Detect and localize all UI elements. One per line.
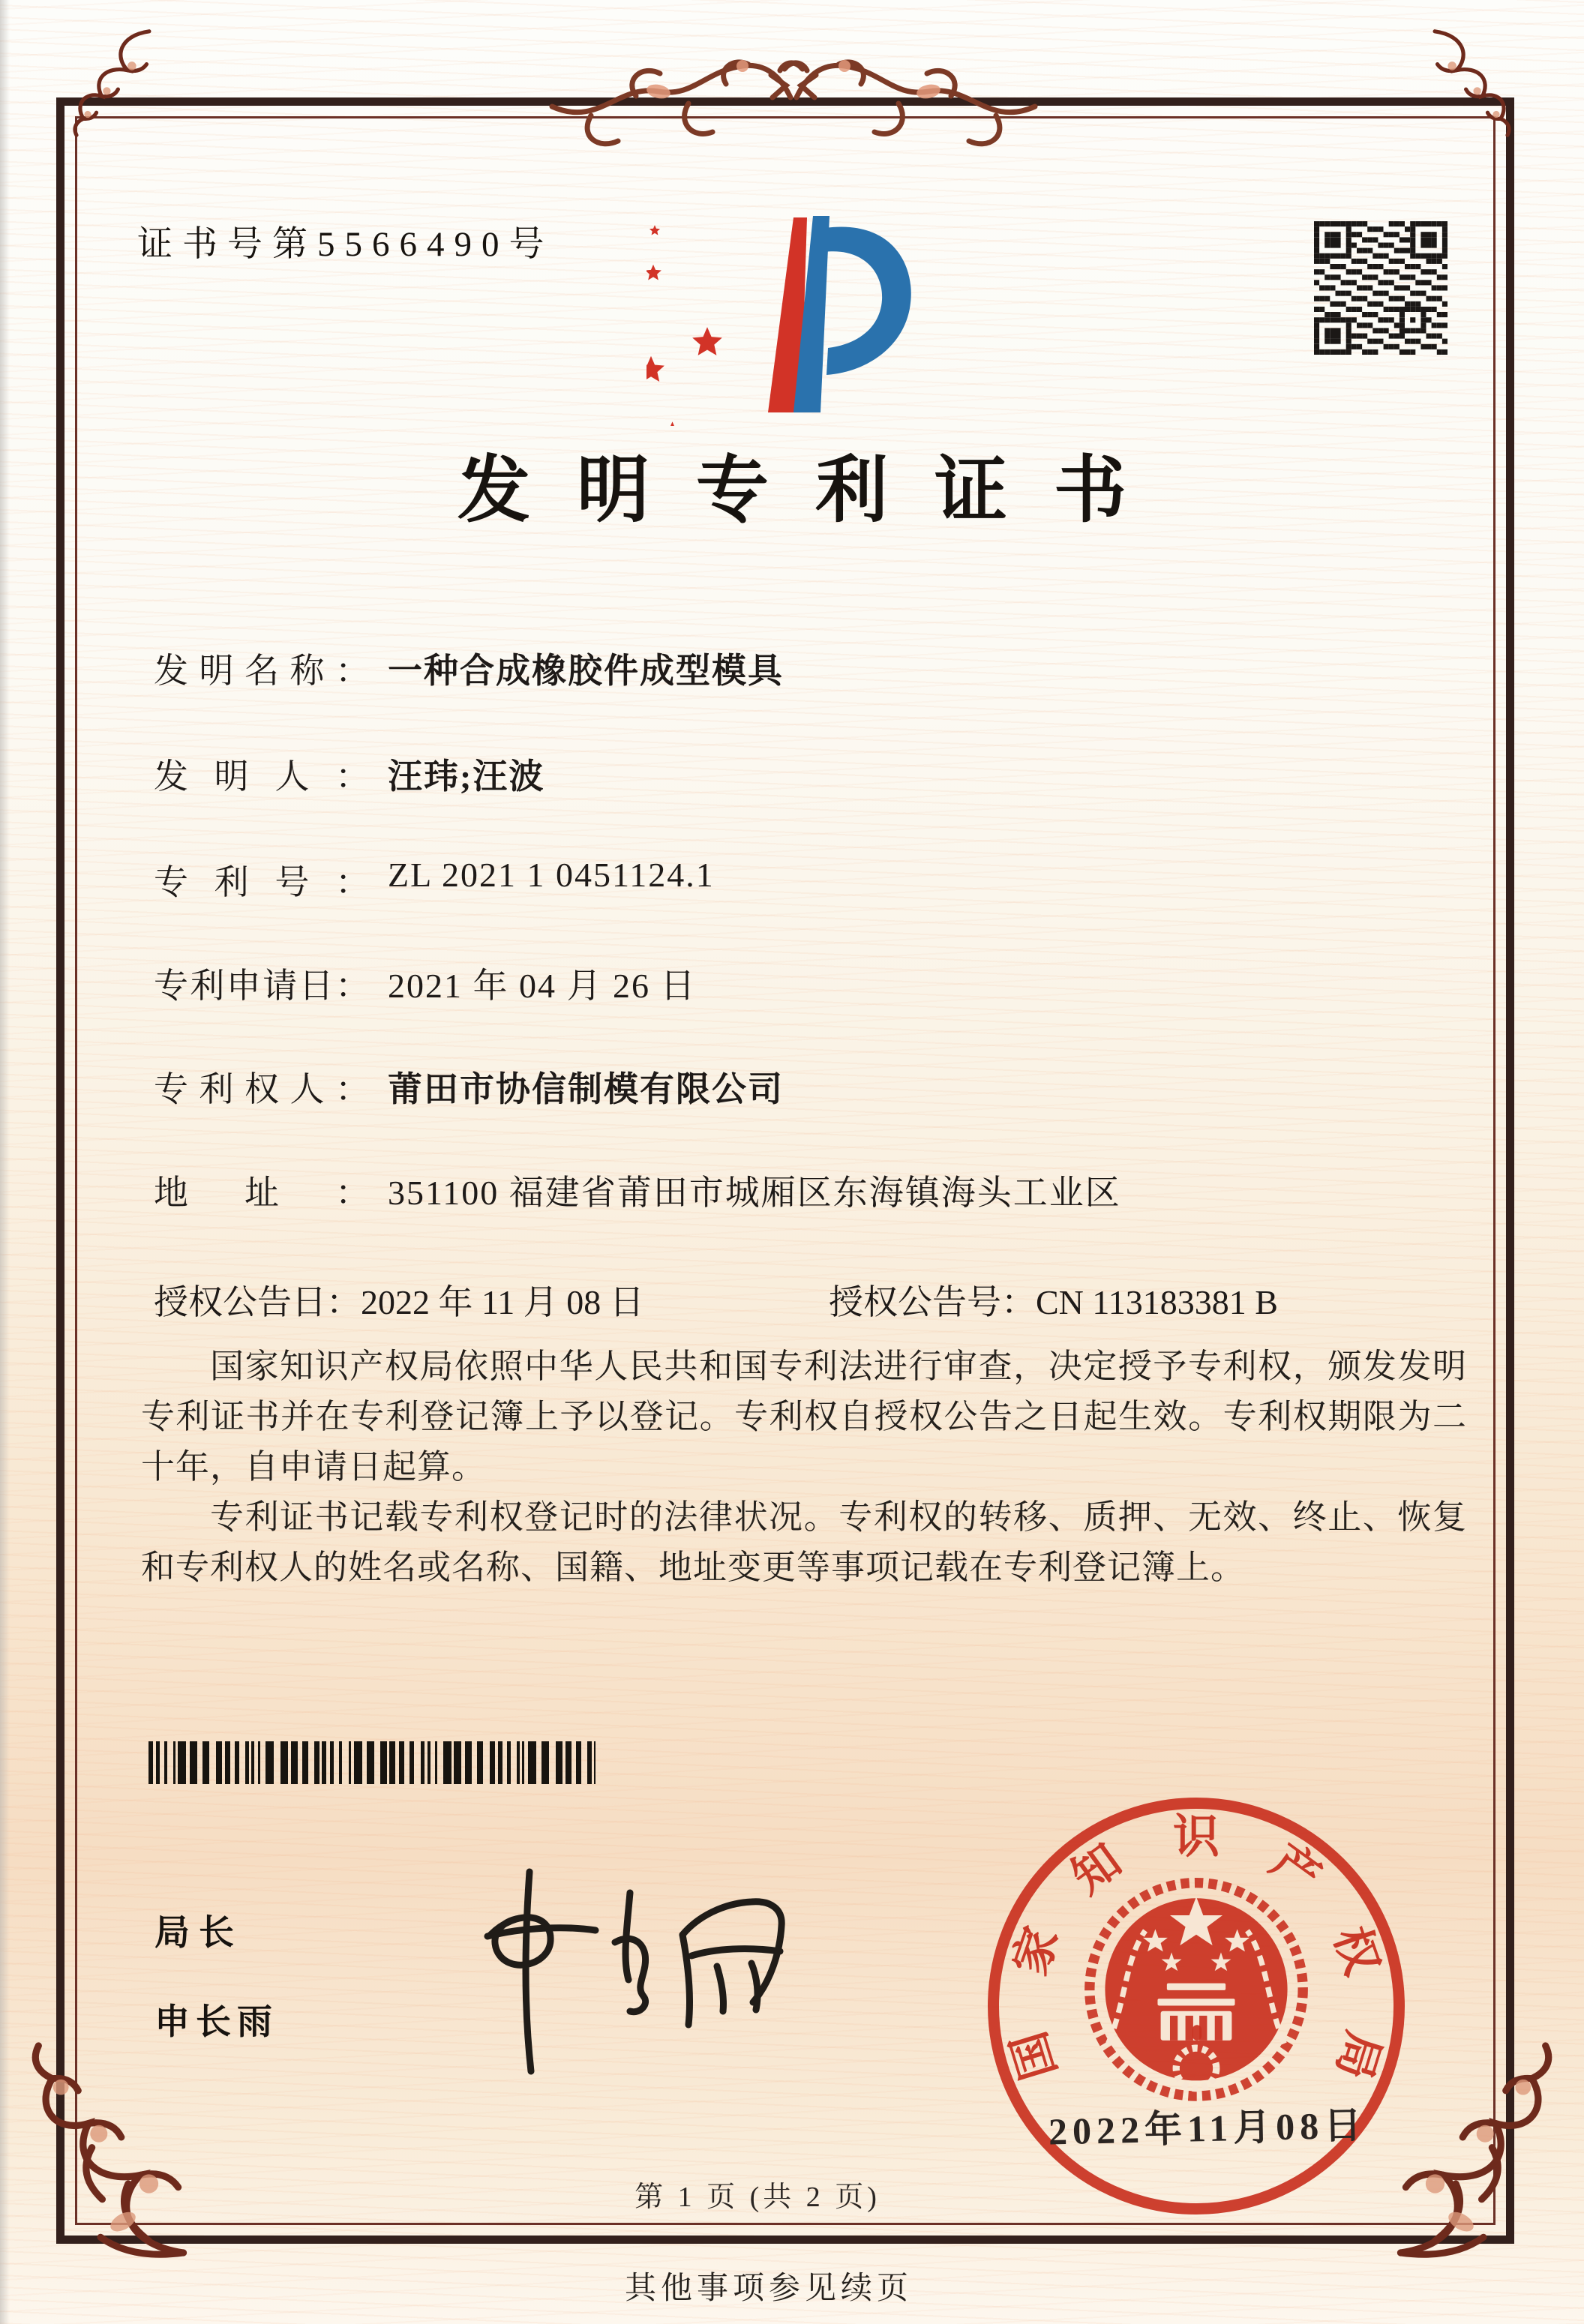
grant-date-value: 2022 年 11 月 08 日 xyxy=(361,1283,644,1321)
cnipa-logo xyxy=(646,211,916,426)
director-name: 申长雨 xyxy=(154,2003,278,2042)
scan-edge-artifact xyxy=(0,0,10,2324)
legal-text xyxy=(141,1341,1467,1592)
field-invention-name xyxy=(154,643,784,693)
field-patentee xyxy=(154,1062,784,1111)
seal-char: 国 xyxy=(1004,2026,1066,2086)
seal-char: 知 xyxy=(1063,1835,1131,1904)
certificate-title: 发明专利证书 xyxy=(458,451,1173,531)
seal-char: 家 xyxy=(1005,1921,1069,1982)
field-patent-number xyxy=(154,855,715,904)
field-label: 专利申请日： xyxy=(154,967,370,1005)
director-signature xyxy=(418,1846,843,2098)
field-address xyxy=(154,1165,1121,1215)
qr-code-icon xyxy=(1314,221,1448,355)
field-label: 专利权人： xyxy=(154,1070,370,1108)
field-value: 351100 福建省莆田市城厢区东海镇海头工业区 xyxy=(388,1174,1121,1212)
field-value: 莆田市协信制模有限公司 xyxy=(388,1070,784,1108)
certificate-number: 证书号第5566490号 xyxy=(137,225,554,264)
seal-date: 2022年11月08日 xyxy=(1048,2104,1367,2153)
grant-date-label: 授权公告日： xyxy=(154,1283,361,1321)
field-inventors xyxy=(154,749,544,799)
field-label: 专利号： xyxy=(154,863,370,901)
grant-row xyxy=(154,1275,1474,1324)
seal-char: 权 xyxy=(1324,1921,1388,1982)
legal-paragraph-1: 国家知识产权局依照中华人民共和国专利法进行审查，决定授予专利权，颁发发明专利证书并在专利登记簿上予以登记。专利权自授权公告之日起生效。专利权期限为二十年，自申请日起算。 xyxy=(141,1346,1467,1486)
barcode-icon xyxy=(148,1741,602,1784)
seal-char: 产 xyxy=(1262,1835,1330,1904)
director-block xyxy=(154,1905,278,2044)
page-indicator: 第 1 页 (共 2 页) xyxy=(634,2182,880,2213)
field-value: ZL 2021 1 0451124.1 xyxy=(388,856,715,894)
field-label: 发明名称： xyxy=(154,652,370,690)
seal-char: 识 xyxy=(1172,1812,1220,1863)
seal-char: 局 xyxy=(1326,2026,1389,2086)
director-title: 局长 xyxy=(154,1914,243,1953)
field-value: 2021 年 04 月 26 日 xyxy=(388,967,697,1005)
field-label: 地址： xyxy=(154,1174,370,1212)
field-label: 发明人： xyxy=(154,757,370,796)
field-value: 一种合成橡胶件成型模具 xyxy=(388,652,784,690)
grant-number-value: CN 113183381 B xyxy=(1036,1283,1278,1321)
field-filing-date xyxy=(154,958,697,1008)
grant-number-label: 授权公告号： xyxy=(829,1283,1036,1321)
legal-paragraph-2: 专利证书记载专利权登记时的法律状况。专利权的转移、质押、无效、终止、恢复和专利权人的姓名或名称、国籍、地址变更等事项记载在专利登记簿上。 xyxy=(141,1497,1467,1587)
national-emblem xyxy=(1076,1866,1316,2121)
field-value: 汪玮;汪波 xyxy=(388,757,545,796)
continuation-note: 其他事项参见续页 xyxy=(624,2269,913,2306)
